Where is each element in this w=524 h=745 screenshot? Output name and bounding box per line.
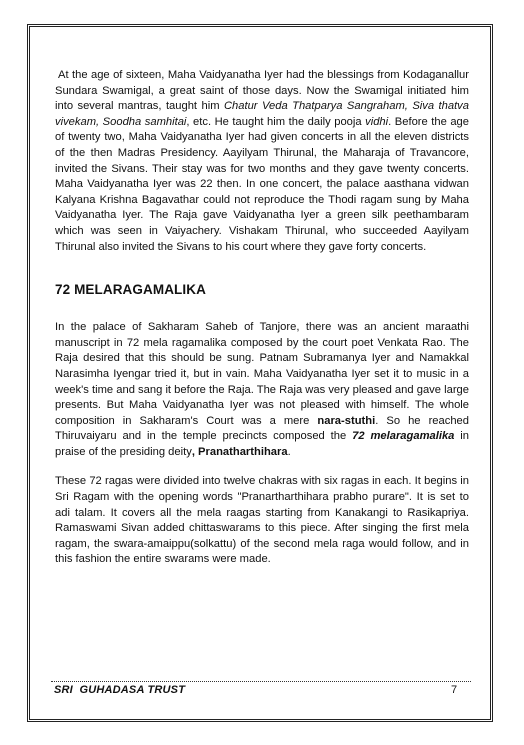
italic-text-scriptures: Chatur Veda Thatparya Sangraham, Siva thatva vivekam, Soodha samhitai	[55, 100, 469, 128]
paragraph-early-life	[55, 68, 469, 255]
bold-italic-text-melaragamalika: 72 melaragamalika	[352, 430, 455, 443]
text-run: At the age of sixteen, Maha Vaidyanatha Iyer had the blessings from Kodaganallur Sundara Swamigal, a great saint of those days. Now the Swamigal initiated him into several mantras, taught him	[55, 69, 469, 113]
text-run: . Before the age of twenty two, Maha Vaidyanatha Iyer had given concerts in all the eleven districts of the then Madras Presidency. Aayilyam Thirunal, the Maharaja of Travancore, invited the Sivans. Their stay was for two months and they gave twenty concerts. Maha Vaidyanatha Iyer was 22 then. In one concert, the palace aasthana vidwan Kalyana Krishna Bagavathar could not reproduce the Thodi ragam sung by Maha Vaidyanatha Iyer. The Raja gave Vaidyanatha Iyer a green silk peethambaram which was seen in Vaiyachery. Vishakam Thirunal, who succeeded Aayilyam Thirunal also invited the Sivans to his court where they gave forty concerts.	[55, 115, 469, 253]
footer-trust-name: SRI GUHADASA TRUST	[54, 684, 186, 696]
footer-divider	[51, 681, 471, 682]
bold-text-deity: , Pranatharthihara	[191, 445, 288, 458]
text-run: , etc. He taught him the daily pooja	[186, 115, 366, 128]
section-heading: 72 MELARAGAMALIKA	[55, 282, 206, 298]
document-body	[55, 68, 469, 568]
text-run: .	[287, 445, 291, 458]
paragraph-ragas: These 72 ragas were divided into twelve chakras with six ragas in each. It begins in Sri Ragam with the opening words "Pranartharthihara prabho purare". It is set to adi talam. It covers all the mela raagas starting from Kanakangi to Rasikapriya. Ramaswami Sivan added chittaswarams to this piece. After singing the first mela ragam, the swara-amaippu(solkattu) of the second mela raga would follow, and in this fashion the entire swarams were made.	[55, 475, 469, 566]
bold-text-nara-stuthi: nara-stuthi	[317, 414, 376, 427]
paragraph-sakharam	[55, 320, 469, 460]
italic-text-vidhi: vidhi	[365, 115, 389, 128]
page-number: 7	[451, 684, 458, 696]
text-run: in praise of the presiding deity	[55, 430, 470, 458]
text-run: . So he reached Thiruvaiyaru and in the temple precincts composed the	[55, 414, 469, 443]
text-run: In the palace of Sakharam Saheb of Tanjore, there was an ancient maraathi manuscript in 72 mela ragamalika composed by the court poet Venkata Rao. The Raja desired that this should be sung. Patnam Subramanya Iyer and Namakkal Narasimha Iyengar tried it, but in vain. Maha Vaidyanatha Iyer set it to music in a week's time and sang it before the Raja. The Raja was very pleased and gave large presents. But Maha Vaidyanatha Iyer was not pleased with himself. The whole composition in Sakharam's Court was a mere	[55, 321, 469, 427]
